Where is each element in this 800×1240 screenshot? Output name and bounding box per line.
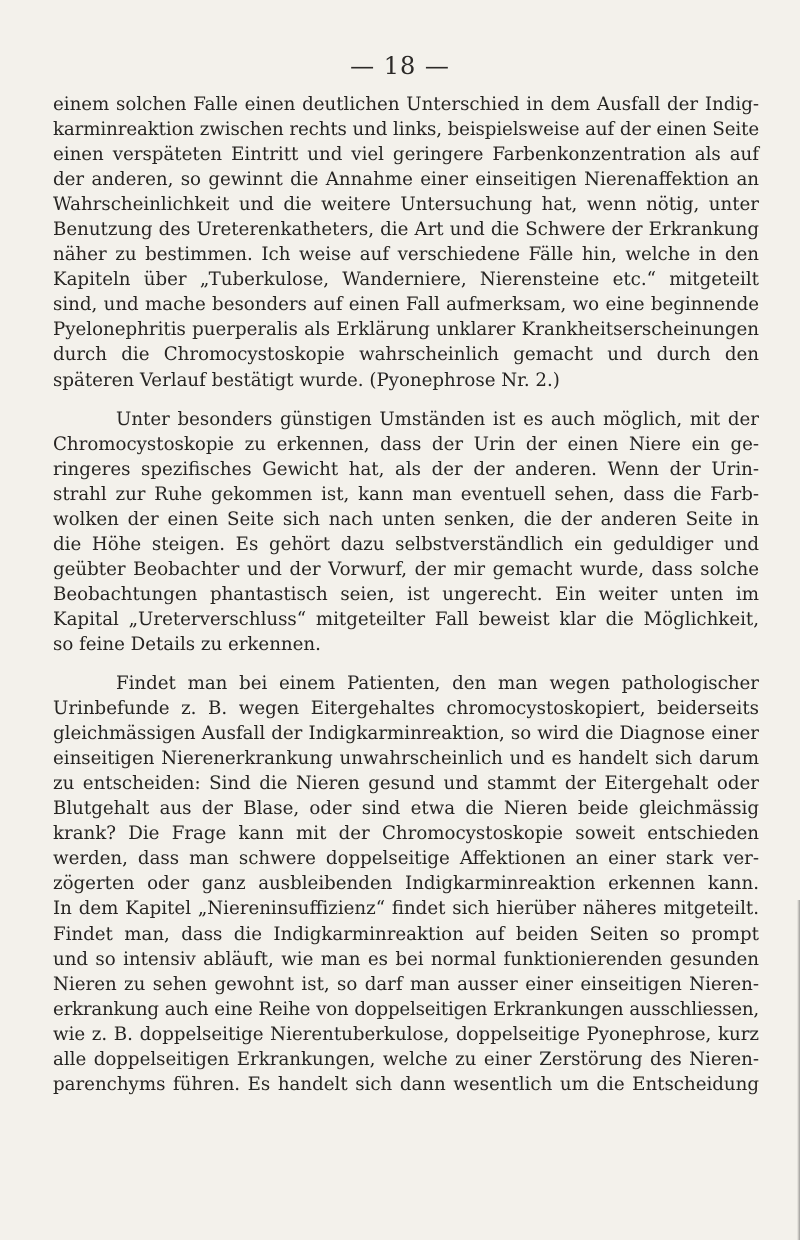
text-line: der anderen, so gewinnt die Annahme einer einseitigen Nierenaffektion an	[53, 169, 759, 191]
paragraph-gap	[53, 657, 759, 671]
paragraph-1	[53, 92, 759, 393]
text-line: parenchyms führen. Es handelt sich dann wesentlich um die Entscheidung	[53, 1073, 759, 1095]
text-line: In dem Kapitel „Niereninsuffizienz“ findet sich hierüber näheres mitgeteilt.	[53, 898, 759, 920]
text-line: späteren Verlauf bestätigt wurde. (Pyonephrose Nr. 2.)	[53, 369, 560, 391]
text-line: einem solchen Falle einen deutlichen Unterschied in dem Ausfall der Indig-	[53, 94, 759, 115]
text-line: strahl zur Ruhe gekommen ist, kann man eventuell sehen, dass die Farb-	[53, 483, 759, 505]
text-line: Kapiteln über „Tuberkulose, Wanderniere, Nierensteine etc.“ mitgeteilt	[53, 269, 759, 291]
text-line: Chromocystoskopie zu erkennen, dass der Urin der einen Niere ein ge-	[53, 433, 759, 455]
text-line: Beobachtungen phantastisch seien, ist ungerecht. Ein weiter unten im	[53, 583, 759, 605]
text-line: Urinbefunde z. B. wegen Eitergehaltes chromocystoskopiert, beiderseits	[53, 698, 759, 720]
text-line: zögerten oder ganz ausbleibenden Indigkarminreaktion erkennen kann.	[53, 873, 759, 895]
text-line: karminreaktion zwischen rechts und links, beispielsweise auf der einen Seite	[53, 119, 759, 141]
text-line: erkrankung auch eine Reihe von doppelseitigen Erkrankungen ausschliessen,	[53, 998, 759, 1020]
text-line: Benutzung des Ureterenkatheters, die Art und die Schwere der Erkrankung	[53, 219, 759, 241]
text-line: Wahrscheinlichkeit und die weitere Untersuchung hat, wenn nötig, unter	[53, 194, 759, 216]
paragraph-2	[53, 407, 759, 657]
text-line: und so intensiv abläuft, wie man es bei normal funktionierenden gesunden	[53, 948, 759, 970]
text-line: durch die Chromocystoskopie wahrscheinlich gemacht und durch den	[53, 344, 759, 366]
text-line: gleichmässigen Ausfall der Indigkarminreaktion, so wird die Diagnose einer	[53, 723, 759, 745]
page-number: — 18 —	[350, 52, 450, 80]
body-text	[53, 92, 759, 1097]
text-line: zu entscheiden: Sind die Nieren gesund und stammt der Eitergehalt oder	[53, 773, 759, 795]
paragraph-3	[53, 671, 759, 1097]
text-line: werden, dass man schwere doppelseitige Affektionen an einer stark ver-	[53, 848, 759, 870]
text-line: Pyelonephritis puerperalis als Erklärung unklarer Krankheitserscheinungen	[53, 319, 759, 341]
text-line: Findet man bei einem Patienten, den man wegen pathologischer	[116, 673, 759, 695]
text-line: alle doppelseitigen Erkrankungen, welche zu einer Zerstörung des Nieren-	[53, 1048, 759, 1070]
text-line: wie z. B. doppelseitige Nierentuberkulose, doppelseitige Pyonephrose, kurz	[53, 1023, 759, 1045]
text-line: Blutgehalt aus der Blase, oder sind etwa die Nieren beide gleichmässig	[53, 798, 759, 820]
text-line: krank? Die Frage kann mit der Chromocystoskopie soweit entschieden	[53, 823, 759, 845]
text-line: die Höhe steigen. Es gehört dazu selbstverständlich ein geduldiger und	[53, 533, 759, 555]
text-line: Unter besonders günstigen Umständen ist es auch möglich, mit der	[116, 408, 759, 430]
text-line: Findet man, dass die Indigkarminreaktion auf beiden Seiten so prompt	[53, 923, 759, 945]
paragraph-gap	[53, 393, 759, 407]
text-line: so feine Details zu erkennen.	[53, 633, 321, 655]
text-line: Nieren zu sehen gewohnt ist, so darf man ausser einer einseitigen Nieren-	[53, 973, 759, 995]
text-line: einen verspäteten Eintritt und viel geringere Farbenkonzentration als auf	[53, 144, 759, 166]
text-line: einseitigen Nierenerkrankung unwahrscheinlich und es handelt sich darum	[53, 748, 759, 770]
text-line: ringeres spezifisches Gewicht hat, als der der anderen. Wenn der Urin-	[53, 458, 759, 480]
text-line: geübter Beobachter und der Vorwurf, der mir gemacht wurde, dass solche	[53, 558, 759, 580]
text-line: näher zu bestimmen. Ich weise auf verschiedene Fälle hin, welche in den	[53, 244, 759, 266]
text-line: wolken der einen Seite sich nach unten senken, die der anderen Seite in	[53, 508, 759, 530]
text-line: Kapital „Ureterverschluss“ mitgeteilter Fall beweist klar die Möglichkeit,	[53, 608, 759, 630]
text-line: sind, und mache besonders auf einen Fall aufmerksam, wo eine beginnende	[53, 294, 759, 316]
